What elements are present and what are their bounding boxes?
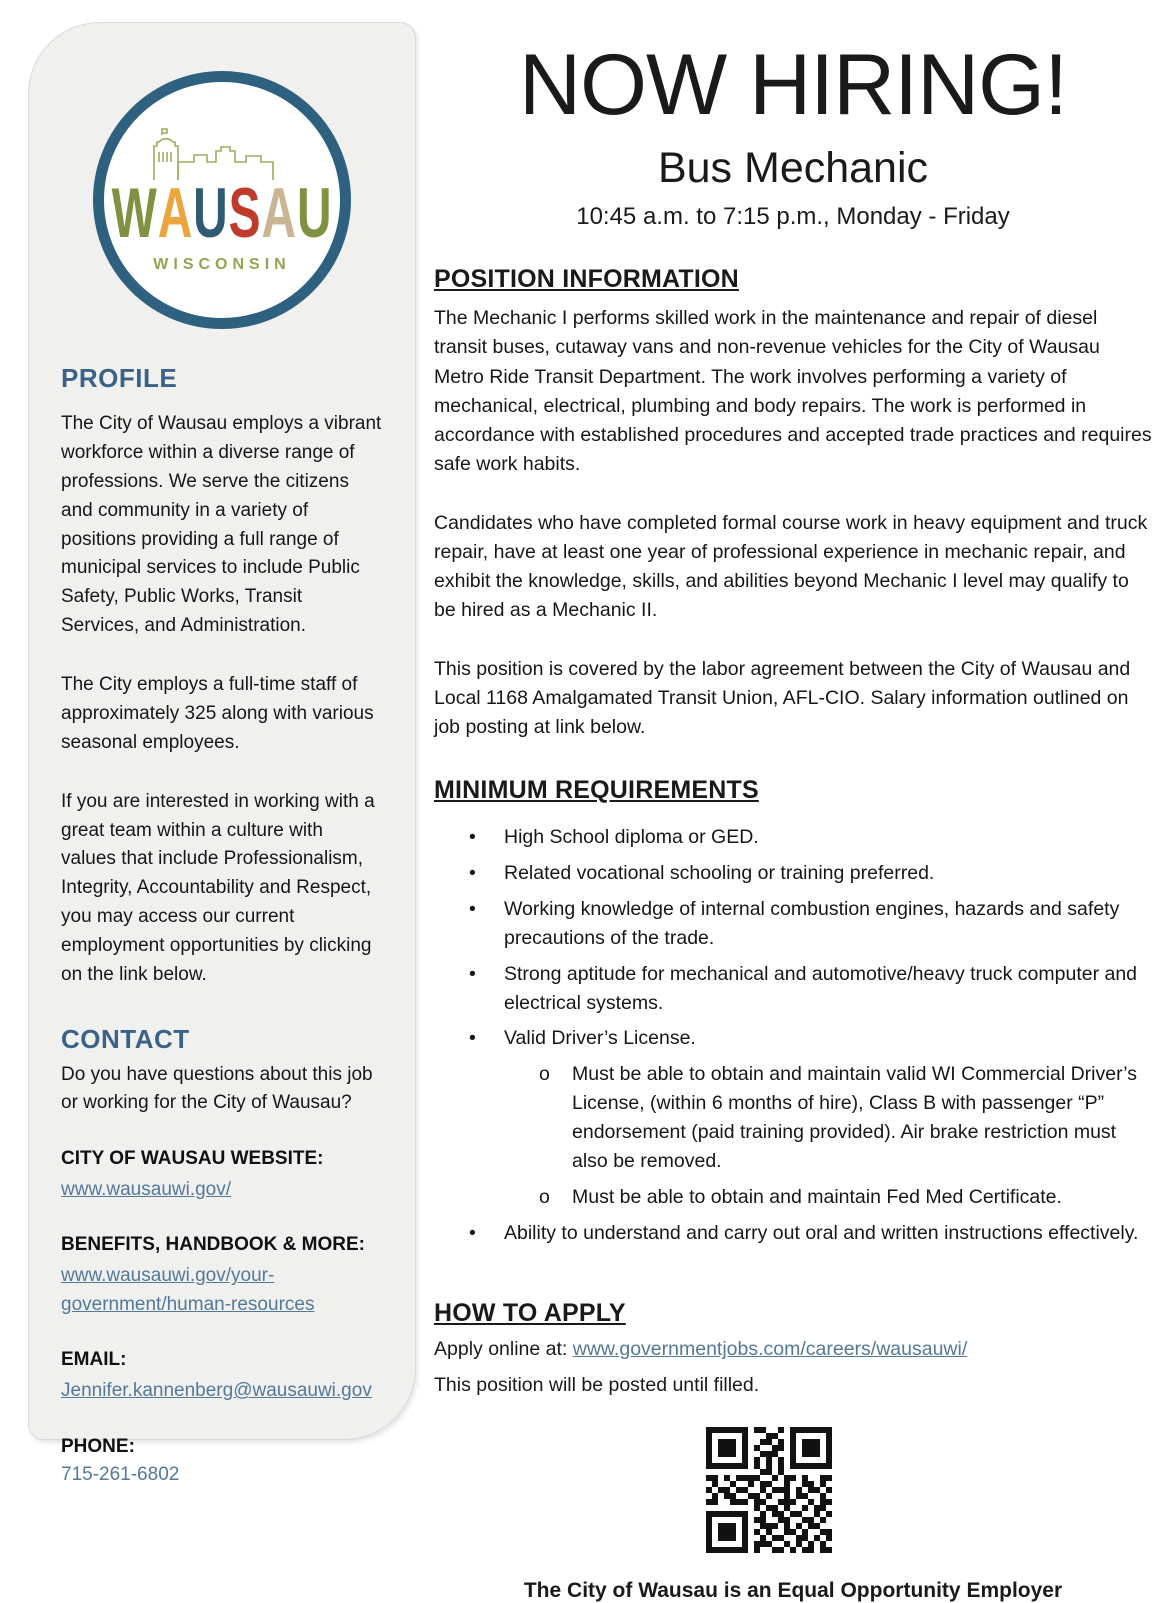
bullet-marker: • <box>469 897 476 920</box>
bullet-item <box>434 960 1152 1018</box>
bullet-text: Strong aptitude for mechanical and automotive/heavy truck computer and electrical systems. <box>504 962 1138 1014</box>
logo-state-label: WISCONSIN <box>153 256 291 273</box>
contact-link[interactable]: www.wausauwi.gov/ <box>61 1178 232 1200</box>
contact-item <box>61 1234 383 1319</box>
logo-letter: W <box>111 174 158 254</box>
bullet-text: Must be able to obtain and maintain Fed Med Certificate. <box>572 1185 1062 1208</box>
apply-prefix: Apply online at: <box>434 1338 573 1361</box>
contact-label: BENEFITS, HANDBOOK & MORE: <box>61 1234 365 1256</box>
logo-letter: U <box>296 174 333 254</box>
bullet-marker: o <box>539 1063 550 1086</box>
paragraph: The City employs a full-time staff of approximately 325 along with various seasonal employees. <box>61 674 374 753</box>
bullet-marker: o <box>539 1185 550 1208</box>
bullet-text: Related vocational schooling or training preferred. <box>504 862 935 885</box>
contact-intro: Do you have questions about this job or working for the City of Wausau? <box>61 1063 373 1114</box>
work-schedule: 10:45 a.m. to 7:15 p.m., Monday - Friday <box>576 203 1010 230</box>
sidebar-panel <box>28 22 416 1485</box>
bullet-item <box>434 859 1152 888</box>
profile-paragraphs <box>61 410 383 990</box>
logo-letter: U <box>193 174 229 254</box>
sub-bullet-item <box>434 1183 1152 1212</box>
equal-opportunity-footer: The City of Wausau is an Equal Opportunity Employer <box>523 1579 1063 1603</box>
minimum-requirements-heading: MINIMUM REQUIREMENTS <box>434 776 759 805</box>
logo-letter: A <box>261 174 297 254</box>
qr-row <box>706 1547 1150 1553</box>
contact-link[interactable]: www.wausauwi.gov/your-government/human-resources <box>61 1265 315 1315</box>
bullet-marker: • <box>469 1221 476 1244</box>
city-logo <box>93 71 351 329</box>
paragraph: The Mechanic I performs skilled work in the maintenance and repair of diesel transit buses, cutaway vans and non-revenue vehicles for the City of Wausau Metro Ride Transit Department. The work involves performing a variety of mechanical, electrical, plumbing and body repairs. The work is performed in accordance with established procedures and accepted trade practices and requires safe work habits. <box>434 307 1152 476</box>
contact-link[interactable]: Jennifer.kannenberg@wausauwi.gov <box>61 1380 372 1402</box>
bullet-item <box>434 895 1152 953</box>
contact-label: CITY OF WAUSAU WEBSITE: <box>61 1147 324 1169</box>
bullet-marker: • <box>469 862 476 885</box>
bullet-marker: • <box>469 962 476 985</box>
contact-items <box>61 1148 383 1486</box>
bullet-text: Ability to understand and carry out oral and written instructions effectively. <box>504 1221 1139 1244</box>
how-to-apply-heading: HOW TO APPLY <box>434 1299 626 1328</box>
bullet-marker: • <box>469 1027 476 1050</box>
contact-label: EMAIL: <box>61 1349 127 1371</box>
logo-wordmark <box>111 174 333 254</box>
skyline-icon <box>132 126 312 182</box>
bullet-text: Must be able to obtain and maintain valid WI Commercial Driver’s License, (within 6 months of hire), Class B with passenger “P” endorsement (paid training provided). Air brake restriction must also be removed. <box>572 1063 1138 1172</box>
bullet-marker: • <box>469 826 476 849</box>
position-title: Bus Mechanic <box>657 144 929 192</box>
paragraph: If you are interested in working with a great team within a culture with values that include Professionalism, Integrity, Accountability and Respect, you may access our current employment opportunities by clicking on the link below. <box>61 790 375 985</box>
bullet-item <box>434 823 1152 852</box>
sub-bullet-item <box>434 1060 1152 1175</box>
position-information-heading: POSITION INFORMATION <box>434 265 739 293</box>
contact-item <box>61 1349 383 1406</box>
profile-heading: PROFILE <box>61 363 178 393</box>
contact-item <box>61 1436 383 1486</box>
contact-value: 715-261-6802 <box>61 1463 180 1485</box>
qr-code <box>704 1425 1152 1555</box>
contact-label: PHONE: <box>61 1435 135 1457</box>
contact-item <box>61 1148 383 1205</box>
now-hiring-title: NOW HIRING! <box>519 37 1067 133</box>
logo-letter: A <box>157 174 194 254</box>
apply-line <box>434 1338 1152 1361</box>
paragraph: This position is covered by the labor agreement between the City of Wausau and Local 1168 Amalgamated Transit Union, AFL-CIO. Salary information outlined on job posting at link below. <box>434 657 1131 738</box>
bullet-item <box>434 1024 1152 1053</box>
bullet-text: Working knowledge of internal combustion engines, hazards and safety precautions of the trade. <box>504 897 1120 949</box>
position-information-body <box>434 304 1152 742</box>
apply-link[interactable]: www.governmentjobs.com/careers/wausauwi/ <box>572 1338 968 1361</box>
apply-note: This position will be posted until filled. <box>434 1374 760 1397</box>
paragraph: Candidates who have completed formal course work in heavy equipment and truck repair, have at least one year of professional experience in mechanic repair, and exhibit the knowledge, skills, and abilities beyond Mechanic I level may qualify to be hired as a Mechanic II. <box>434 511 1148 622</box>
minimum-requirements-list <box>434 823 1152 1247</box>
main-content <box>434 37 1152 1603</box>
bullet-text: High School diploma or GED. <box>504 826 759 849</box>
bullet-item <box>434 1219 1152 1248</box>
bullet-text: Valid Driver’s License. <box>504 1027 696 1050</box>
contact-heading: CONTACT <box>61 1023 190 1054</box>
paragraph: The City of Wausau employs a vibrant workforce within a diverse range of professions. We serve the citizens and community in a variety of positions providing a full range of municipal services to include Public Safety, Public Works, Transit Services, and Administration. <box>61 413 382 637</box>
logo-letter: S <box>228 174 262 254</box>
